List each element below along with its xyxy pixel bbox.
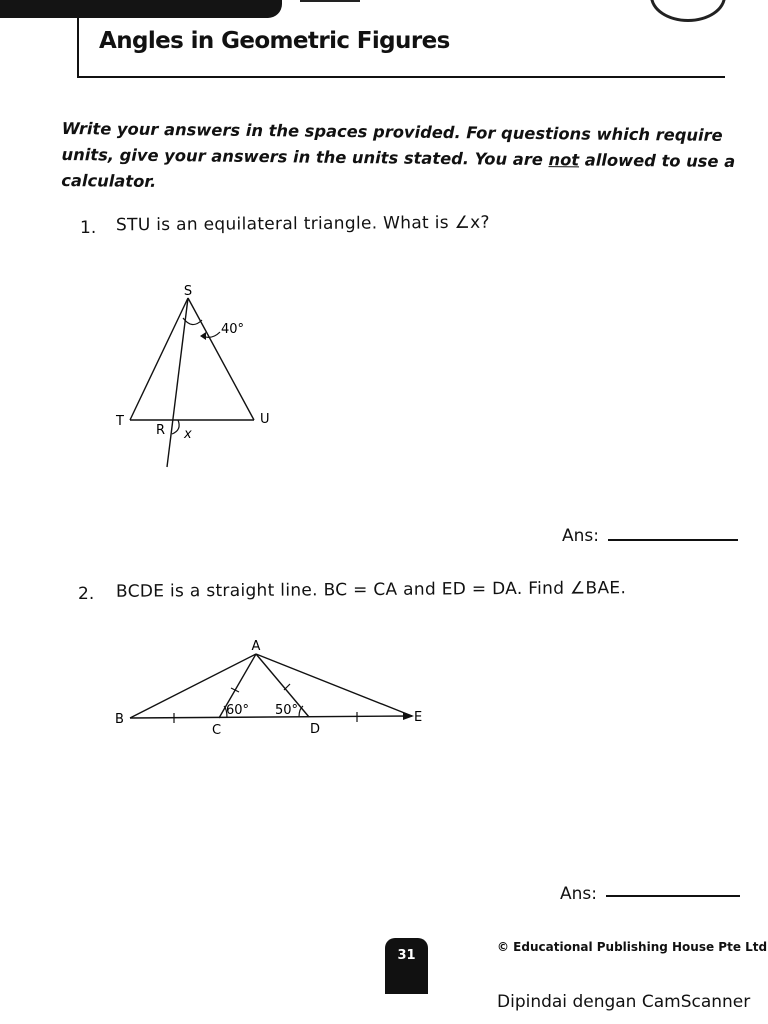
side-su [188,298,254,420]
header-black-tab [0,0,282,18]
label-angle-40: 40° [221,322,245,337]
question-1-figure [100,270,300,480]
label-angle-60: 60° [226,703,250,718]
label-s: S [183,284,193,299]
header-horizontal-rule [77,76,725,78]
instructions-text-end: allowed to use a calculator. [61,150,736,191]
question-1-number: 1. [80,218,97,238]
tick-ad [284,684,290,690]
page-number: 31 [385,938,428,994]
instructions-not-word: not [548,150,580,170]
side-st [130,298,188,420]
question-1-answer-label: Ans: [562,526,599,546]
label-b: B [115,712,124,727]
logo-arc [650,0,726,22]
page-title: Angles in Geometric Figures [99,28,450,54]
line-bcde [130,716,412,718]
scanner-watermark: Dipindai dengan CamScanner [497,992,751,1012]
label-angle-50: 50° [275,703,299,718]
label-e: E [414,710,423,725]
copyright-notice: © Educational Publishing House Pte Ltd [497,940,768,954]
question-1-answer-line[interactable] [608,539,738,541]
question-1-text: STU is an equilateral triangle. What is ∠x? [115,212,490,236]
label-x: x [184,427,192,442]
header-top-line [300,0,360,2]
instructions [61,116,748,201]
label-t: T [116,414,124,429]
question-2-answer-label: Ans: [560,884,597,904]
arrow-e [403,712,414,720]
label-u: U [260,412,270,427]
label-a: A [251,639,261,654]
header-vertical-rule [77,18,79,78]
angle-arrowhead [200,332,206,340]
question-2-text: BCDE is a straight line. BC = CA and ED = DA. Find ∠BAE. [115,578,627,602]
question-2-answer-line[interactable] [606,895,740,897]
label-d: D [310,722,321,737]
question-2-figure [100,630,440,745]
question-2-number: 2. [78,584,95,604]
label-r: R [156,423,166,438]
label-c: C [212,723,222,738]
instructions-text: Write your answers in the spaces provided. For questions which require units, give your answers in the units stated. You are [61,118,723,170]
angle-arc-d [299,706,303,717]
